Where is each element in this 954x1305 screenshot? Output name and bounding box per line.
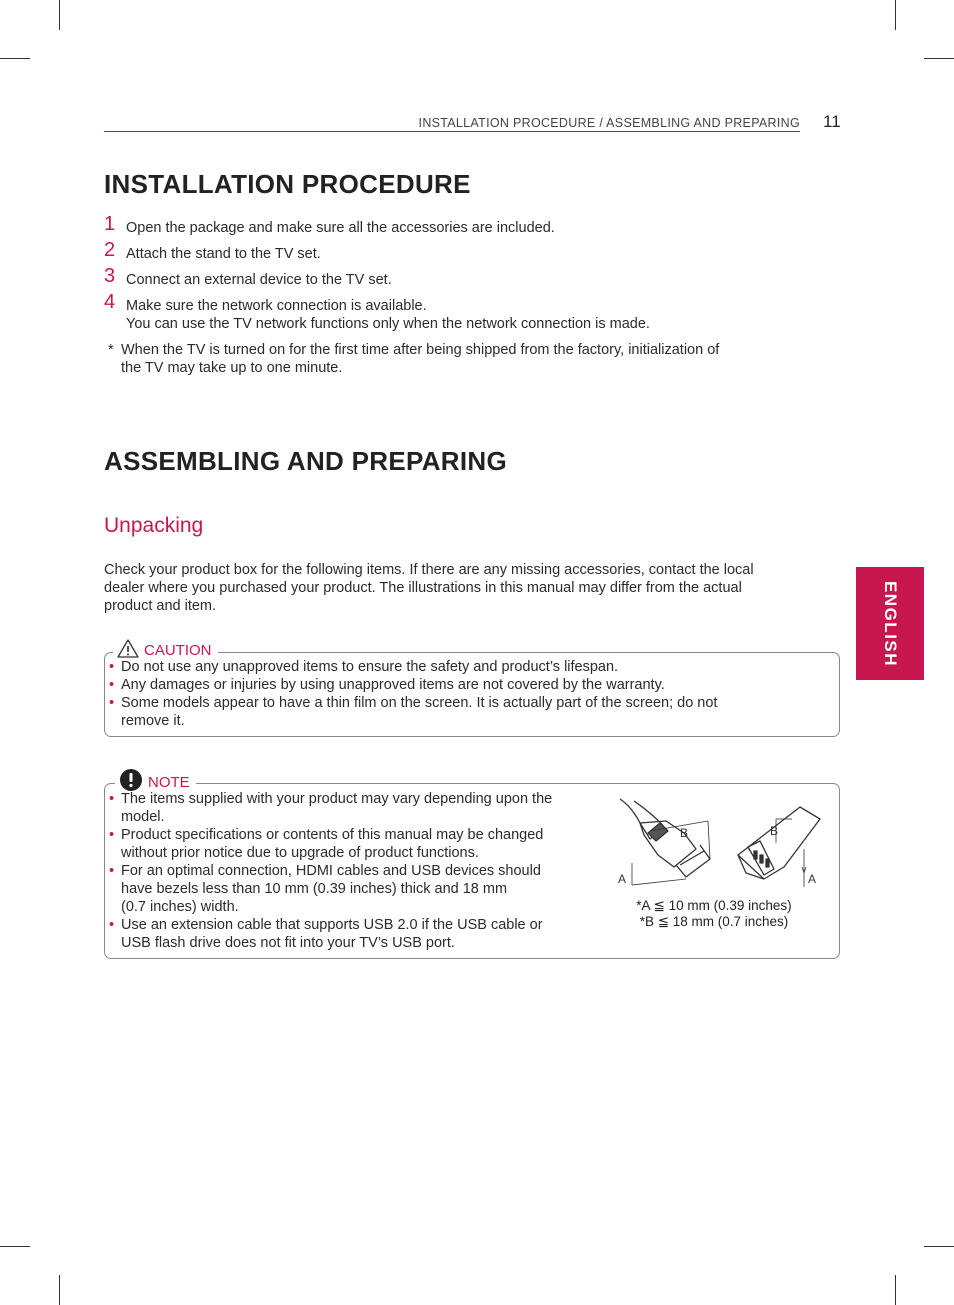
caution-box: [104, 642, 840, 737]
step-number: 1: [104, 213, 116, 235]
bullet-dot: •: [109, 695, 115, 711]
list-item-text: have bezels less than 10 mm (0.39 inches) thick and 18 mm: [121, 881, 508, 897]
step-2: [104, 239, 824, 263]
language-tab-label: ENGLISH: [881, 580, 900, 668]
list-item-text: Any damages or injuries by using unapproved items are not covered by the warranty.: [121, 677, 665, 693]
note-list: [105, 790, 610, 952]
intro-line: product and item.: [104, 598, 217, 614]
step-number: 2: [104, 239, 116, 261]
note-label: NOTE: [148, 773, 190, 791]
list-item-text: Do not use any unapproved items to ensure the safety and product’s lifespan.: [121, 659, 619, 675]
installation-title: INSTALLATION PROCEDURE: [104, 169, 471, 199]
step-text: You can use the TV network functions only when the network connection is made.: [126, 316, 650, 332]
step-text: Connect an external device to the TV set.: [126, 272, 392, 288]
dimension-label-b: B: [770, 824, 779, 838]
crop-mark: [0, 58, 30, 59]
usb-dimension-lines: [776, 819, 806, 887]
step-text: Make sure the network connection is available.: [126, 298, 427, 314]
assembling-title: ASSEMBLING AND PREPARING: [104, 446, 508, 476]
intro-line: Check your product box for the following items. If there are any missing accessories, contact the local: [104, 562, 754, 578]
list-item: [105, 826, 610, 862]
caution-list: [105, 658, 830, 730]
list-item-text: Some models appear to have a thin film on the screen. It is actually part of the screen; do not: [121, 695, 718, 711]
crop-mark: [0, 1246, 30, 1247]
dimension-a-text: *A ≦ 10 mm (0.39 inches): [636, 898, 792, 913]
step-number: 4: [104, 291, 116, 313]
crop-mark: [59, 0, 60, 30]
page-number: 11: [823, 112, 841, 131]
running-header: INSTALLATION PROCEDURE / ASSEMBLING AND PREPARING: [418, 116, 800, 130]
list-item: [105, 658, 830, 676]
crop-mark: [895, 1275, 896, 1305]
bullet-dot: •: [109, 791, 115, 807]
dimension-b-text: *B ≦ 18 mm (0.7 inches): [639, 914, 789, 929]
list-item-text: remove it.: [121, 713, 185, 729]
installation-footnote: [104, 341, 824, 377]
step-4: [104, 291, 824, 333]
caution-label: CAUTION: [144, 642, 212, 659]
list-item-text: Use an extension cable that supports USB 2.0 if the USB cable or: [121, 917, 543, 933]
list-item: [105, 916, 610, 952]
step-text: Open the package and make sure all the accessories are included.: [126, 220, 555, 236]
dimension-limits: [614, 898, 814, 930]
list-item-text: (0.7 inches) width.: [121, 899, 239, 915]
list-item-text: The items supplied with your product may vary depending upon the: [121, 791, 553, 807]
footnote-star: *: [108, 342, 114, 358]
bullet-dot: •: [109, 917, 115, 933]
list-item: [105, 790, 610, 826]
crop-mark: [895, 0, 896, 30]
list-item-text: without prior notice due to upgrade of product functions.: [121, 845, 479, 861]
footnote-text: When the TV is turned on for the first time after being shipped from the factory, initialization of: [121, 342, 720, 358]
step-number: 3: [104, 265, 116, 287]
crop-mark: [924, 1246, 954, 1247]
bullet-dot: •: [109, 659, 115, 675]
dimension-label-a: A: [808, 872, 817, 886]
hdmi-dimension-lines: [632, 821, 710, 885]
list-item: [105, 676, 830, 694]
usb-connector-illustration: [738, 807, 820, 879]
unpacking-subtitle: Unpacking: [104, 514, 204, 537]
list-item-text: For an optimal connection, HDMI cables and USB devices should: [121, 863, 541, 879]
step-3: [104, 265, 824, 289]
intro-line: dealer where you purchased your product. The illustrations in this manual may differ from the actual: [104, 580, 742, 596]
crop-mark: [924, 58, 954, 59]
header-rule: [104, 131, 800, 132]
footnote-text: the TV may take up to one minute.: [121, 360, 343, 376]
bullet-dot: •: [109, 827, 115, 843]
step-text: Attach the stand to the TV set.: [126, 246, 321, 262]
installation-steps: [104, 213, 824, 377]
dimension-label-a: A: [618, 872, 627, 886]
step-1: [104, 213, 824, 237]
crop-mark: [59, 1275, 60, 1305]
hdmi-connector-illustration: [620, 799, 710, 877]
connector-dimension-diagram: [614, 793, 828, 893]
list-item-text: model.: [121, 809, 165, 825]
unpacking-intro: [104, 561, 834, 615]
list-item-text: USB flash drive does not fit into your TV’s USB port.: [121, 935, 455, 951]
dimension-label-b: B: [680, 826, 689, 840]
bullet-dot: •: [109, 677, 115, 693]
list-item: [105, 862, 610, 916]
bullet-dot: •: [109, 863, 115, 879]
list-item-text: Product specifications or contents of this manual may be changed: [121, 827, 544, 843]
list-item: [105, 694, 830, 730]
